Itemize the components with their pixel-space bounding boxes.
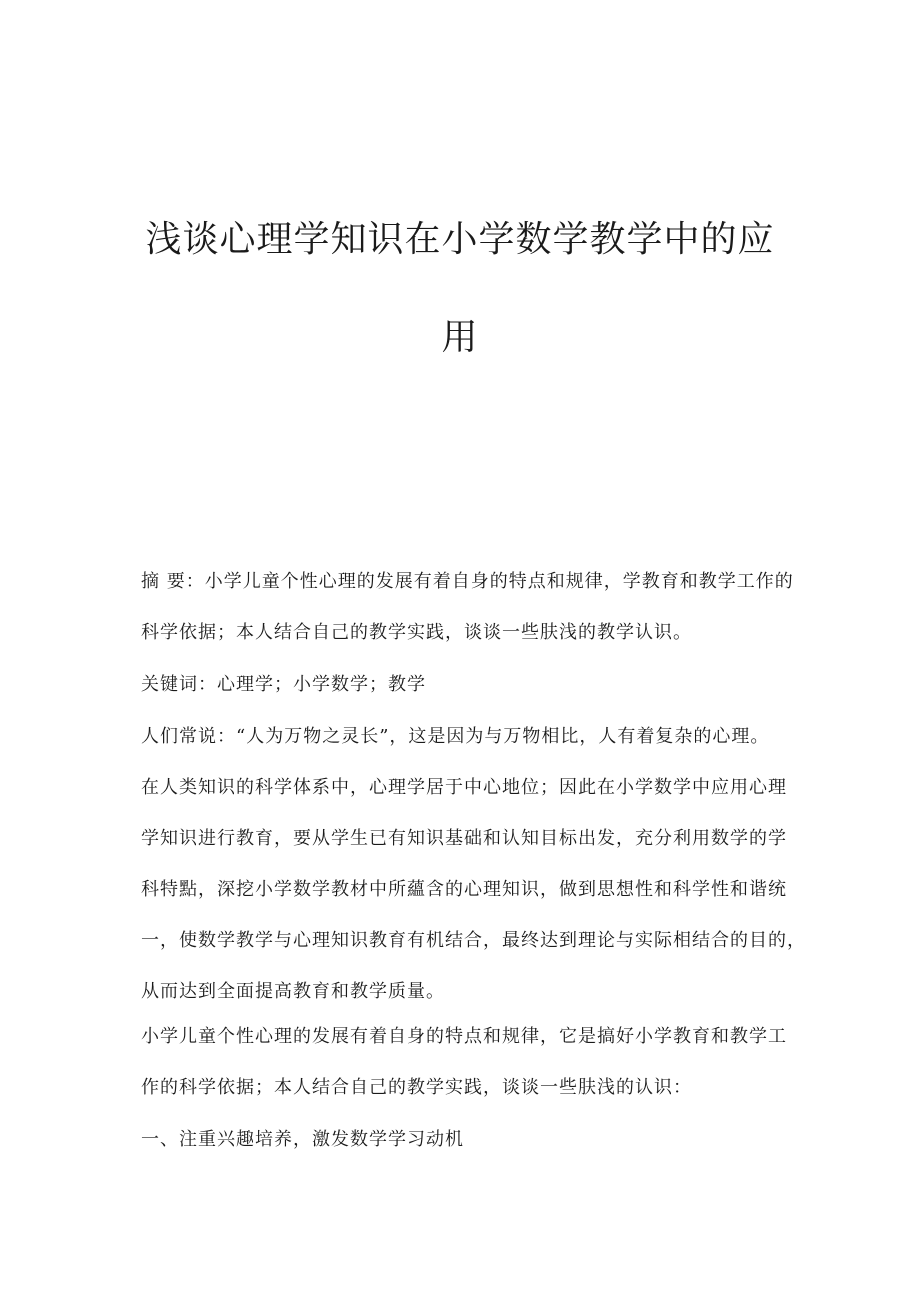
document-title-line-1: 浅谈心理学知识在小学数学教学中的应 [145,219,775,260]
body-paragraph-1 [141,711,806,1017]
paragraph-line: 人们常说：“人为万物之灵长”，这是因为与万物相比，人有着复杂的心理。 [141,726,770,747]
keywords-paragraph [141,659,791,710]
keywords-line: 关键词：心理学；小学数学；教学 [141,674,426,695]
section-heading-text: 一、注重兴趣培养，激发数学学习动机 [141,1129,464,1150]
paragraph-line: 作的科学依据；本人结合自己的教学实践，谈谈一些肤浅的认识： [141,1077,692,1098]
paragraph-line: 小学儿童个性心理的发展有着自身的特点和规律，它是搞好小学教育和教学工 [141,1026,787,1047]
body-paragraph-2 [141,1011,791,1113]
paragraph-line: 学知识进行教育，要从学生已有知识基础和认知目标出发，充分利用数学的学 [141,828,787,849]
paragraph-line: 在人类知识的科学体系中，心理学居于中心地位；因此在小学数学中应用心理 [141,777,787,798]
abstract-line: 科学依据；本人结合自己的教学实践，谈谈一些肤浅的教学认识。 [141,622,692,643]
paragraph-line: 一，使数学教学与心理知识教育有机结合，最终达到理论与实际相结合的目的， [141,930,806,951]
paragraph-line: 从而达到全面提高教育和教学质量。 [141,981,445,1002]
section-heading-1 [141,1114,791,1165]
abstract-line: 摘 要：小学儿童个性心理的发展有着自身的特点和规律，学教育和教学工作的 [141,571,794,592]
document-title-line-2: 用 [441,317,479,358]
abstract-paragraph [141,556,794,658]
paragraph-line: 科特點，深挖小学数学教材中所蘊含的心理知识，做到思想性和科学性和谐统 [141,879,787,900]
